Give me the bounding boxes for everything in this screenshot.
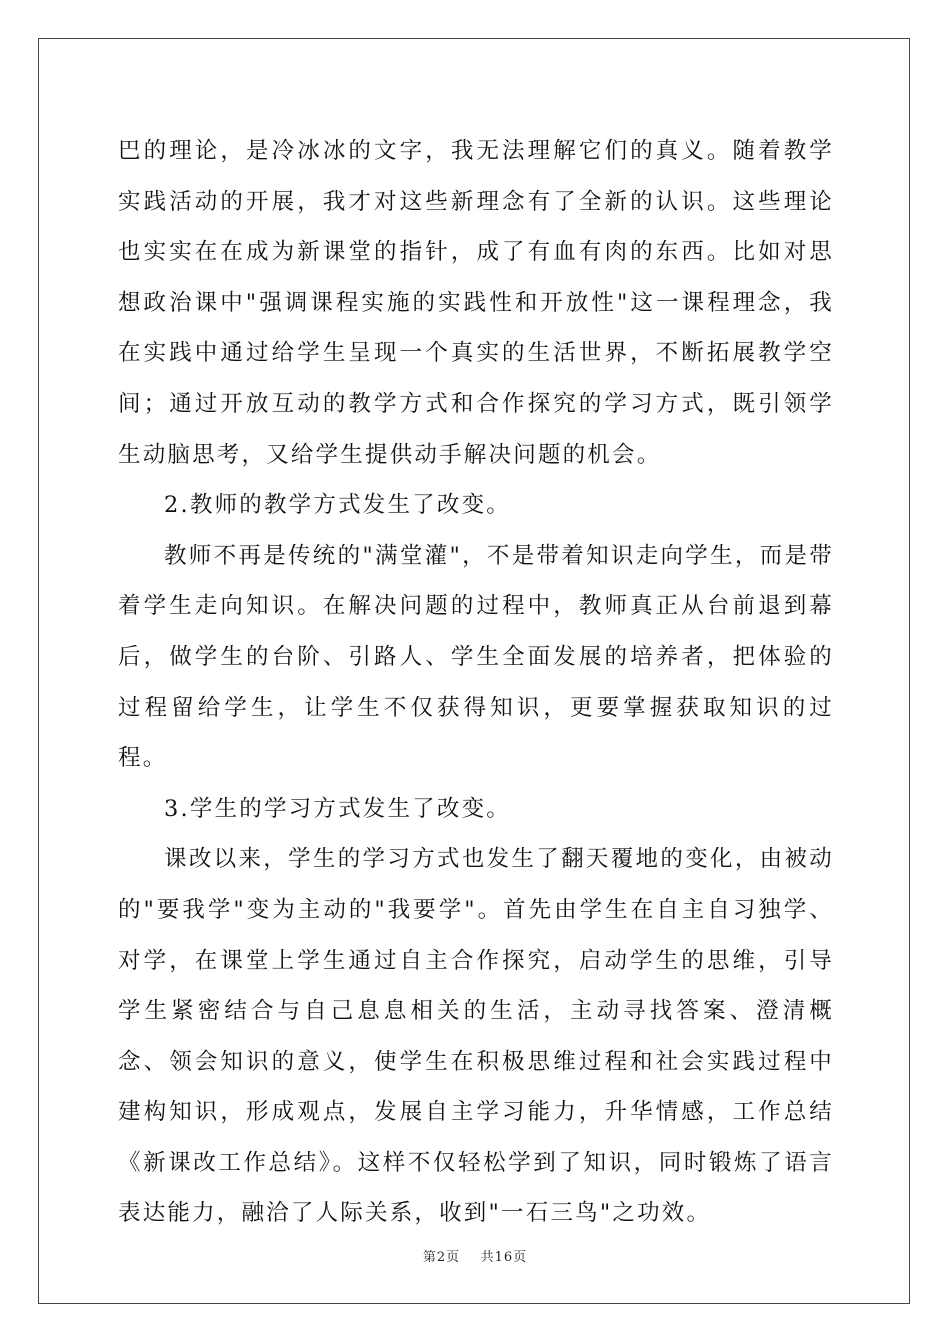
heading-teacher-method-change: 2.教师的教学方式发生了改变。 [164, 492, 511, 519]
paragraph-theory-practice: 巴的理论，是冷冰冰的文字，我无法理解它们的真义。随着教学实践活动的开展，我才对这些新理念有了全新的认识。这些理论也实实在在成为新课堂的指针，成了有血有肉的东西。比如对思想政治课中"强调课程实施的实践性和开放性"这一课程理念，我在实践中通过给学生呈现一个真实的生活世界，不断拓展教学空间；通过开放互动的教学方式和合作探究的学习方式，既引领学生动脑思考，又给学生提供动手解决问题的机会。 [118, 138, 834, 468]
paragraph-teacher-role: 教师不再是传统的"满堂灌"，不是带着知识走向学生，而是带着学生走向知识。在解决问题的过程中，教师真正从台前退到幕后，做学生的台阶、引路人、学生全面发展的培养者，把体验的过程留给学生，让学生不仅获得知识，更要掌握获取知识的过程。 [118, 542, 834, 772]
heading-student-method-change: 3.学生的学习方式发生了改变。 [164, 795, 511, 822]
page-number: 第2页 [422, 1250, 461, 1265]
page-total: 共16页 [480, 1250, 528, 1265]
document-body [118, 126, 834, 1239]
paragraph-student-learning: 课改以来，学生的学习方式也发生了翻天覆地的变化，由被动的"要我学"变为主动的"我要学"。首先由学生在自主自习独学、对学，在课堂上学生通过自主合作探究，启动学生的思维，引导学生紧密结合与自己息息相关的生活，主动寻找答案、澄清概念、领会知识的意义，使学生在积极思维过程和社会实践过程中建构知识，形成观点，发展自主学习能力，升华情感，工作总结《新课改工作总结》。这样不仅轻松学到了知识，同时锻炼了语言表达能力，融洽了人际关系，收到"一石三鸟"之功效。 [118, 846, 834, 1227]
page-footer [0, 1246, 950, 1265]
